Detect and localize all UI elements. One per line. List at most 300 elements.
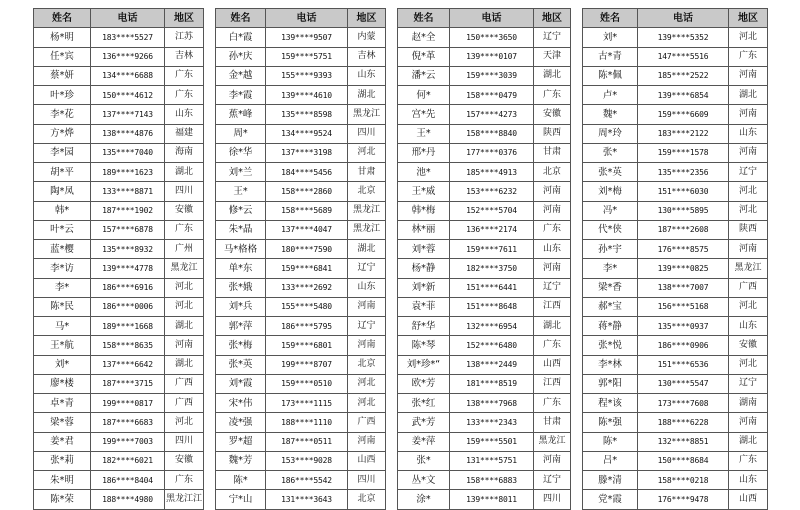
phone-cell: 152****5704 [450,201,534,220]
phone-cell: 186****6916 [91,278,165,297]
phone-cell: 199****7003 [91,432,165,451]
region-cell: 河南 [348,336,386,355]
name-cell: 陈*民 [34,297,91,316]
table-row [216,355,386,374]
region-cell: 河北 [729,182,768,201]
region-cell: 辽宁 [348,259,386,278]
phone-cell: 136****9266 [91,47,165,66]
region-cell: 河北 [348,374,386,393]
phone-cell: 135****2356 [638,163,729,182]
phone-cell: 132****6954 [450,317,534,336]
table-row [583,355,768,374]
phone-cell: 131****3643 [266,490,348,509]
phone-cell: 147****5516 [638,47,729,66]
phone-cell: 133****2343 [450,413,534,432]
phone-cell: 158****0218 [638,471,729,490]
phone-cell: 182****6021 [91,451,165,470]
region-cell: 河南 [348,432,386,451]
table-row [34,86,204,105]
contact-table-3 [397,8,571,510]
table-row [34,28,204,47]
region-cell: 河南 [729,143,768,162]
phone-cell: 181****8519 [450,374,534,393]
phone-cell: 158****8635 [91,336,165,355]
region-cell: 湖北 [534,317,571,336]
table-row [583,374,768,393]
phone-cell: 159****0510 [266,374,348,393]
region-cell: 安徽 [165,451,204,470]
phone-cell: 139****0825 [638,259,729,278]
phone-cell: 136****2174 [450,220,534,239]
phone-cell: 187****2608 [638,220,729,239]
phone-cell: 137****6642 [91,355,165,374]
name-cell: 刘*蓉 [398,240,450,259]
region-cell: 广西 [165,374,204,393]
name-cell: 滕*清 [583,471,638,490]
phone-cell: 188****4980 [91,490,165,509]
name-cell: 陈* [216,471,266,490]
table-row [583,163,768,182]
table-row [216,278,386,297]
name-cell: 马* [34,317,91,336]
phone-cell: 159****7611 [450,240,534,259]
table-row [398,259,571,278]
table-row [216,394,386,413]
phone-cell: 159****3039 [450,66,534,85]
column-header-name: 姓名 [583,9,638,28]
name-cell: 单*东 [216,259,266,278]
table-row [216,471,386,490]
phone-cell: 138****4876 [91,124,165,143]
table-row [398,336,571,355]
name-cell: 郝*宝 [583,297,638,316]
name-cell: 张* [398,451,450,470]
region-cell: 广东 [534,220,571,239]
phone-cell: 133****2692 [266,278,348,297]
name-cell: 王*航 [34,336,91,355]
region-cell: 广东 [534,86,571,105]
region-cell: 辽宁 [534,471,571,490]
table-row [398,28,571,47]
region-cell: 陕西 [534,124,571,143]
name-cell: 金*越 [216,66,266,85]
phone-cell: 180****7590 [266,240,348,259]
region-cell: 湖北 [348,240,386,259]
region-cell: 湖北 [165,355,204,374]
name-cell: 杨*静 [398,259,450,278]
name-cell: 叶*云 [34,220,91,239]
table-row [216,220,386,239]
region-cell: 广东 [165,86,204,105]
region-cell: 广东 [729,451,768,470]
phone-cell: 153****9028 [266,451,348,470]
region-cell: 河南 [534,451,571,470]
phone-cell: 159****6609 [638,105,729,124]
phone-cell: 135****0937 [638,317,729,336]
phone-cell: 189****1623 [91,163,165,182]
phone-cell: 173****7608 [638,394,729,413]
region-cell: 江苏 [165,28,204,47]
region-cell: 广东 [729,47,768,66]
phone-cell: 152****6480 [450,336,534,355]
column-header-region: 地区 [348,9,386,28]
name-cell: 程*该 [583,394,638,413]
phone-cell: 150****8684 [638,451,729,470]
name-cell: 孙*庆 [216,47,266,66]
region-cell: 甘肃 [348,163,386,182]
region-cell: 四川 [348,124,386,143]
table-row [583,47,768,66]
phone-cell: 182****3750 [450,259,534,278]
table-row [216,317,386,336]
name-cell: 刘*兵 [216,297,266,316]
region-cell: 河北 [165,278,204,297]
name-cell: 白*霞 [216,28,266,47]
phone-cell: 132****8851 [638,432,729,451]
name-cell: 张*娥 [216,278,266,297]
name-cell: 郭*萍 [216,317,266,336]
table-row [34,105,204,124]
phone-cell: 139****0107 [450,47,534,66]
region-cell: 河南 [534,201,571,220]
table-row [216,66,386,85]
table-row [398,143,571,162]
region-cell: 黑龙江 [348,201,386,220]
contact-table-1 [33,8,204,510]
name-cell: 张*梅 [216,336,266,355]
region-cell: 山西 [348,451,386,470]
region-cell: 河北 [348,143,386,162]
region-cell: 黑龙江 [729,259,768,278]
phone-cell: 139****5352 [638,28,729,47]
table-row [583,490,768,509]
phone-cell: 139****9507 [266,28,348,47]
region-cell: 天津 [534,47,571,66]
phone-cell: 183****5527 [91,28,165,47]
region-cell: 山东 [165,105,204,124]
region-cell: 山东 [348,66,386,85]
name-cell: 方*烨 [34,124,91,143]
phone-cell: 185****2522 [638,66,729,85]
region-cell: 湖北 [534,66,571,85]
region-cell: 河南 [729,240,768,259]
phone-cell: 158****8840 [450,124,534,143]
region-cell: 黑龙江 [348,105,386,124]
phone-cell: 139****6854 [638,86,729,105]
name-cell: 武*芳 [398,413,450,432]
region-cell: 安徽 [534,105,571,124]
region-cell: 湖北 [729,86,768,105]
name-cell: 郭*阳 [583,374,638,393]
name-cell: 宁*山 [216,490,266,509]
region-cell: 山东 [729,124,768,143]
region-cell: 四川 [165,432,204,451]
phone-cell: 130****5547 [638,374,729,393]
name-cell: 李*林 [583,355,638,374]
table-row [583,336,768,355]
name-cell: 刘*兰 [216,163,266,182]
region-cell: 河北 [729,297,768,316]
table-row [583,317,768,336]
phone-cell: 134****6688 [91,66,165,85]
region-cell: 海南 [165,143,204,162]
phone-cell: 137****3198 [266,143,348,162]
phone-cell: 176****9478 [638,490,729,509]
header-row [583,9,768,28]
region-cell: 广东 [534,336,571,355]
name-cell: 杨*明 [34,28,91,47]
region-cell: 河北 [165,297,204,316]
name-cell: 陈* [583,432,638,451]
phone-cell: 187****1902 [91,201,165,220]
name-cell: 修*云 [216,201,266,220]
table-row [34,163,204,182]
region-cell: 辽宁 [534,28,571,47]
name-cell: 林*丽 [398,220,450,239]
name-cell: 古*青 [583,47,638,66]
table-row [398,451,571,470]
table-row [398,124,571,143]
table-row [583,259,768,278]
name-cell: 李*花 [34,105,91,124]
phone-cell: 139****4778 [91,259,165,278]
phone-cell: 159****5501 [450,432,534,451]
region-cell: 黑龙江 [348,220,386,239]
phone-cell: 138****7968 [450,394,534,413]
column-header-name: 姓名 [216,9,266,28]
column-header-name: 姓名 [34,9,91,28]
name-cell: 陈*琴 [398,336,450,355]
table-row [583,105,768,124]
table-row [583,143,768,162]
table-row [583,432,768,451]
region-cell: 四川 [165,182,204,201]
phone-cell: 138****7007 [638,278,729,297]
table-row [34,413,204,432]
table-row [216,432,386,451]
table-row [34,490,204,509]
table-row [34,471,204,490]
table-row [34,220,204,239]
table-row [34,317,204,336]
name-cell: 刘* [34,355,91,374]
name-cell: 卢* [583,86,638,105]
table-row [34,394,204,413]
name-cell: 张*英 [216,355,266,374]
region-cell: 广州 [165,240,204,259]
phone-cell: 150****3650 [450,28,534,47]
name-cell: 宋*伟 [216,394,266,413]
column-header-region: 地区 [729,9,768,28]
header-row [34,9,204,28]
phone-cell: 186****0006 [91,297,165,316]
phone-cell: 150****4612 [91,86,165,105]
name-cell: 潘*云 [398,66,450,85]
region-cell: 河北 [165,413,204,432]
name-cell: 李* [583,259,638,278]
phone-cell: 135****7040 [91,143,165,162]
phone-cell: 187****6683 [91,413,165,432]
table-row [34,355,204,374]
phone-cell: 186****0906 [638,336,729,355]
table-row [583,278,768,297]
table-row [34,259,204,278]
name-cell: 凌*强 [216,413,266,432]
table-row [398,490,571,509]
phone-cell: 135****8932 [91,240,165,259]
phone-cell: 173****1115 [266,394,348,413]
table-row [216,413,386,432]
region-cell: 吉林 [165,47,204,66]
table-row [398,86,571,105]
region-cell: 北京 [534,163,571,182]
phone-cell: 185****4913 [450,163,534,182]
table-row [34,451,204,470]
phone-cell: 157****4273 [450,105,534,124]
table-row [398,355,571,374]
table-row [216,240,386,259]
table-row [34,240,204,259]
region-cell: 安徽 [729,336,768,355]
table-row [34,124,204,143]
table-row [216,297,386,316]
region-cell: 北京 [348,355,386,374]
phone-cell: 187****0511 [266,432,348,451]
region-cell: 河北 [348,394,386,413]
table-row [583,240,768,259]
name-cell: 梁*蓉 [34,413,91,432]
region-cell: 河南 [729,413,768,432]
column-header-phone: 电话 [450,9,534,28]
region-cell: 广东 [534,394,571,413]
name-cell: 李*霞 [216,86,266,105]
name-cell: 丛*文 [398,471,450,490]
region-cell: 内蒙 [348,28,386,47]
phone-cell: 159****1578 [638,143,729,162]
region-cell: 河南 [165,336,204,355]
header-row [398,9,571,28]
region-cell: 四川 [534,490,571,509]
table-row [34,143,204,162]
name-cell: 陈*佩 [583,66,638,85]
table-row [583,394,768,413]
phone-cell: 153****6232 [450,182,534,201]
region-cell: 广东 [165,66,204,85]
name-cell: 冯* [583,201,638,220]
region-cell: 河北 [729,201,768,220]
table-row [583,413,768,432]
region-cell: 辽宁 [348,317,386,336]
table-row [34,297,204,316]
name-cell: 张*莉 [34,451,91,470]
region-cell: 吉林 [348,47,386,66]
table-row [398,182,571,201]
name-cell: 王* [216,182,266,201]
name-cell: 姜*萍 [398,432,450,451]
table-row [583,297,768,316]
phone-cell: 151****6441 [450,278,534,297]
table-row [398,471,571,490]
region-cell: 陕西 [729,220,768,239]
name-cell: 刘*新 [398,278,450,297]
table-row [216,28,386,47]
region-cell: 江西 [534,374,571,393]
region-cell: 辽宁 [729,163,768,182]
region-cell: 广东 [165,220,204,239]
table-row [398,278,571,297]
name-cell: 李*园 [34,143,91,162]
table-row [34,432,204,451]
name-cell: 王*威 [398,182,450,201]
contact-table-2 [215,8,386,510]
name-cell: 罗*超 [216,432,266,451]
table-row [34,66,204,85]
table-row [398,201,571,220]
phone-cell: 187****3715 [91,374,165,393]
name-cell: 徐*华 [216,143,266,162]
phone-cell: 134****9524 [266,124,348,143]
name-cell: 李*访 [34,259,91,278]
region-cell: 河北 [729,28,768,47]
region-cell: 河南 [729,66,768,85]
column-header-phone: 电话 [266,9,348,28]
name-cell: 韩*梅 [398,201,450,220]
phone-cell: 130****5895 [638,201,729,220]
table-row [398,394,571,413]
name-cell: 马*格格 [216,240,266,259]
contact-table-4 [582,8,768,510]
phone-cell: 199****0817 [91,394,165,413]
table-row [398,317,571,336]
name-cell: 涂* [398,490,450,509]
name-cell: 朱*晶 [216,220,266,239]
name-cell: 池* [398,163,450,182]
phone-cell: 135****8598 [266,105,348,124]
region-cell: 山西 [729,490,768,509]
region-cell: 湖北 [165,317,204,336]
name-cell: 刘*珍*“ [398,355,450,374]
phone-cell: 156****5168 [638,297,729,316]
region-cell: 河南 [534,259,571,278]
region-cell: 辽宁 [729,374,768,393]
table-row [398,374,571,393]
name-cell: 代*侠 [583,220,638,239]
name-cell: 朱*明 [34,471,91,490]
phone-cell: 137****4047 [266,220,348,239]
table-row [583,28,768,47]
name-cell: 蒋*静 [583,317,638,336]
table-row [34,47,204,66]
region-cell: 江西 [534,297,571,316]
phone-cell: 189****1668 [91,317,165,336]
name-cell: 欧*芳 [398,374,450,393]
name-cell: 孙*宇 [583,240,638,259]
name-cell: 张*英 [583,163,638,182]
phone-cell: 158****0479 [450,86,534,105]
table-row [583,86,768,105]
name-cell: 党*霞 [583,490,638,509]
phone-cell: 138****2449 [450,355,534,374]
phone-cell: 158****2860 [266,182,348,201]
name-cell: 倪*革 [398,47,450,66]
phone-cell: 176****8575 [638,240,729,259]
name-cell: 赵*全 [398,28,450,47]
phone-cell: 177****0376 [450,143,534,162]
name-cell: 吕* [583,451,638,470]
name-cell: 李* [34,278,91,297]
name-cell: 何* [398,86,450,105]
name-cell: 周*玲 [583,124,638,143]
